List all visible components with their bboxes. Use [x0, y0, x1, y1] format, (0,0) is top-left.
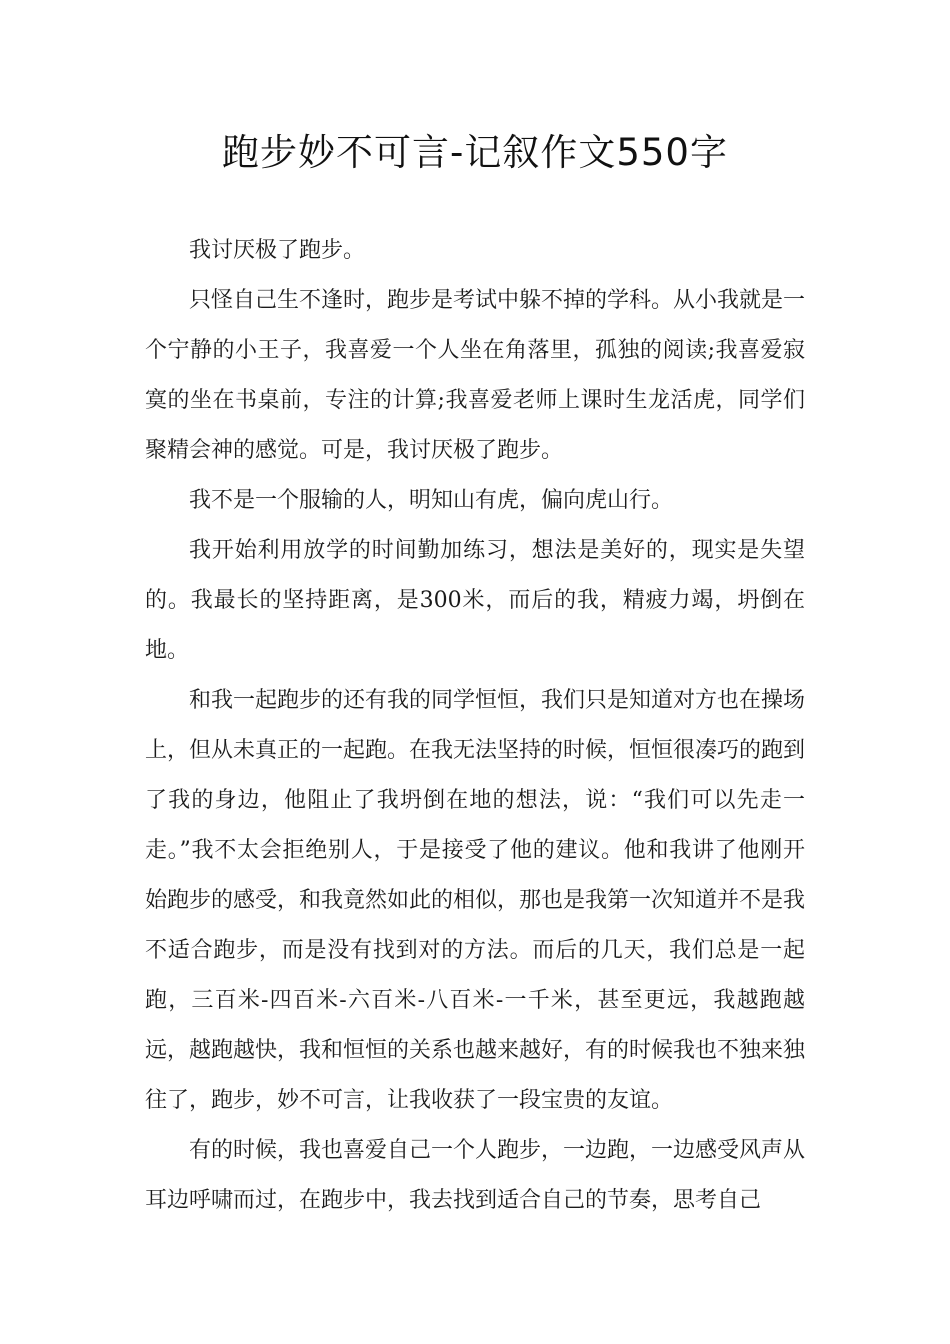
document-body [145, 226, 805, 1226]
paragraph: 有的时候，我也喜爱自己一个人跑步，一边跑，一边感受风声从耳边呼啸而过，在跑步中，我去找到适合自己的节奏，思考自己 [145, 1138, 806, 1213]
paragraph: 和我一起跑步的还有我的同学恒恒，我们只是知道对方也在操场上，但从未真正的一起跑。在我无法坚持的时候，恒恒很凑巧的跑到了我的身边，他阻止了我坍倒在地的想法，说：“我们可以先走一走。”我不太会拒绝别人，于是接受了他的建议。他和我讲了他刚开始跑步的感受，和我竟然如此的相似，那也是我第一次知道并不是我不适合跑步，而是没有找到对的方法。而后的几天，我们总是一起跑，三百米-四百米-六百米-八百米-一千米，甚至更远，我越跑越远，越跑越快，我和恒恒的关系也越来越好，有的时候我也不独来独往了，跑步，妙不可言，让我收获了一段宝贵的友谊。 [145, 688, 806, 1113]
paragraph: 我讨厌极了跑步。 [189, 238, 366, 263]
paragraph: 只怪自己生不逢时，跑步是考试中躲不掉的学科。从小我就是一个宁静的小王子，我喜爱一个人坐在角落里，孤独的阅读;我喜爱寂寞的坐在书桌前，专注的计算;我喜爱老师上课时生龙活虎，同学们聚精会神的感觉。可是，我讨厌极了跑步。 [145, 288, 806, 463]
paragraph: 我开始利用放学的时间勤加练习，想法是美好的，现实是失望的。我最长的坚持距离，是300米，而后的我，精疲力竭，坍倒在地。 [145, 538, 805, 663]
document-title: 跑步妙不可言-记叙作文550字 [222, 131, 728, 174]
paragraph: 我不是一个服输的人，明知山有虎，偏向虎山行。 [189, 488, 674, 513]
